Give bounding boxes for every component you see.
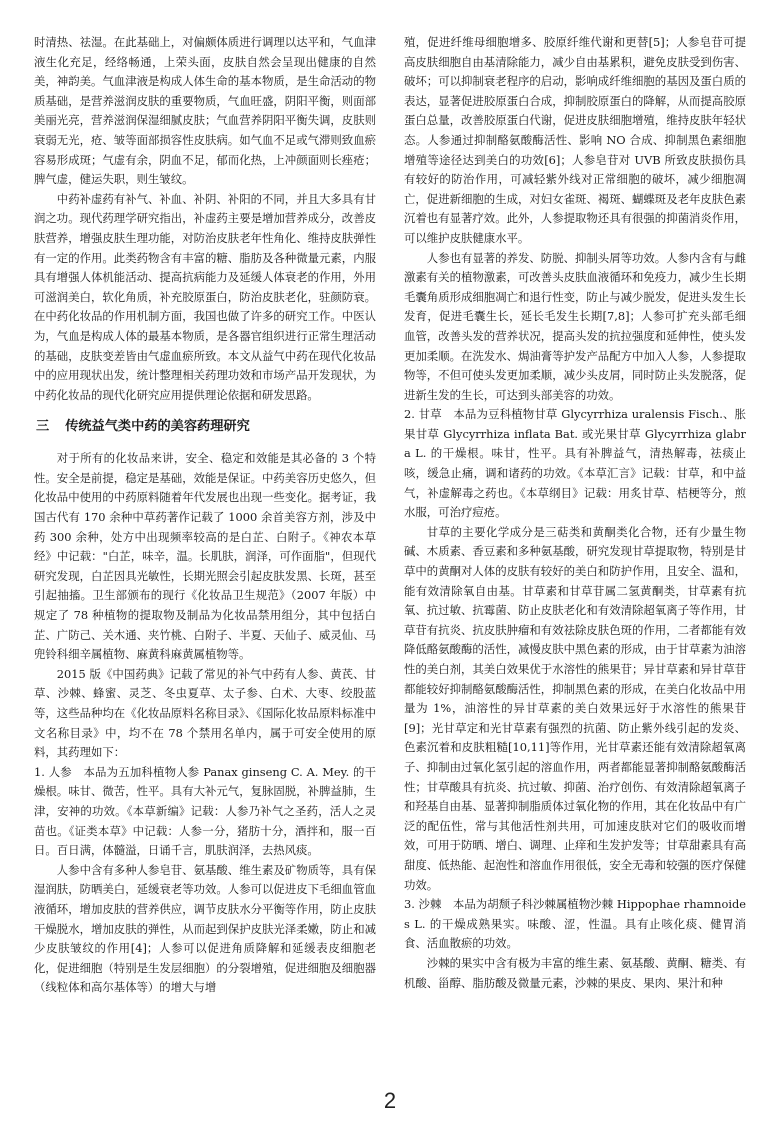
paragraph: 2. 甘草 本品为豆科植物甘草 Glycyrrhiza uralensis Fisch.、胀果甘草 Glycyrrhiza inflata Bat. 或光果甘草 Glycyrrhiza glabra L. 的干燥根。味甘，性平。具有补脾益气，清热解毒，祛痰止咳，缓急止痛，调和诸药的功效。《本草汇言》记载：甘草，和中益气，补虚解毒之药也。《本草纲目》记载：用炙甘草、桔梗等分，煎水服，可治疗痘疮。: [404, 407, 746, 520]
right-column: [404, 33, 746, 1073]
paragraph: 殖，促进纤维母细胞增多、胶原纤维代谢和更替[5]；人参皂苷可提高皮肤细胞自由基清除能力，减少自由基累积，避免皮肤受到伤害、破坏；可以抑制衰老程序的启动，影响成纤维细胞的基因及蛋白质的表达，显著促进胶原蛋白合成，抑制胶原蛋白的降解，从而提高胶原蛋白总量，改善胶原蛋白代谢，促进皮肤细胞增殖，维持皮肤年轻状态。人参通过抑制酪氨酸酶活性、影响 NO 合成、抑制黑色素细胞增殖等途径达到美白的功效[6]；人参皂苷对 UVB 所致皮肤损伤具有较好的防治作用，可减轻紫外线对正常细胞的破坏，减少细胞凋亡，促进新细胞的生成，对妇女雀斑、褐斑、蝴蝶斑及老年皮肤色素沉着也有显著疗效。此外，人参提取物还具有很强的抑菌消炎作用，可以维护皮肤健康水平。: [404, 35, 746, 245]
left-column: [34, 33, 376, 1073]
paragraph: 甘草的主要化学成分是三萜类和黄酮类化合物，还有少量生物碱、木质素、香豆素和多种氨基酸，研究发现甘草提取物，特别是甘草中的黄酮对人体的皮肤有较好的美白和防护作用，且安全、温和，能有效清除氧自由基。甘草素和甘草苷属二氢黄酮类，甘草素有抗氧、抗过敏、抗霉菌、防止皮肤老化和有效清除超氧离子等作用，甘草苷有抗炎、抗皮肤肿瘤和有效祛除皮肤色斑的作用，二者都能有效降低酪氨酸酶的活性，减慢皮肤中黑色素的形成，由于甘草素为油溶性的美白剂，其美白效果优于水溶性的熊果苷；异甘草素和异甘草苷都能较好抑制酪氨酸酶活性，抑制黑色素的形成，在美白化妆品中用量为 1%，油溶性的异甘草素的美白效果远好于水溶性的熊果苷[9]；光甘草定和光甘草素有强烈的抗菌、防止紫外线引起的发炎、色素沉着和皮肤粗糙[10,11]等作用，光甘草素还能有效清除超氧离子、抑制由过氧化氢引起的溶血作用，两者都能显著抑制酪氨酸酶活性；甘草酸具有抗炎、抗过敏、抑菌、治疗创伤、有效清除超氧离子和羟基自由基、显著抑制脂质体过氧化物的作用，其在化妆品中有广泛的配伍性，常与其他活性剂共用，可加速皮肤对它们的吸收而增效，可用于防晒、增白、调理、止痒和生发护发等；甘草甜素具有高甜度、低热能、起泡性和溶血作用很低，安全无毒和较强的医疗保健功效。: [404, 524, 746, 892]
paragraph: 人参中含有多种人参皂苷、氨基酸、维生素及矿物质等，具有保湿润肤，防晒美白，延缓衰老等功效。人参可以促进皮下毛细血管血液循环，增加皮肤的营养供应，调节皮肤水分平衡等作用，防止皮肤干燥脱水，增加皮肤的弹性，从而起到保护皮肤光泽柔嫩，防止和减少皮肤皱纹的作用[4]；人参可以促进角质降解和延缓表皮细胞老化，促进细胞（特别是生发层细胞）的分裂增殖，促进细胞及细胞器（线粒体和高尔基体等）的增大与增: [34, 862, 376, 995]
paragraph: 对于所有的化妆品来讲，安全、稳定和效能是其必备的 3 个特性。安全是前提，稳定是基础，效能是保证。中药美容历史悠久，但化妆品中使用的中药原料随着年代发展也出现一些变化。据考证，我国古代有 170 余种中草药著作记载了 1000 余首美容方剂，涉及中药 300 余种，处方中出现频率较高的是白芷、白附子。《神农本草经》中记载："白芷，味辛，温。长肌肤，润泽，可作面脂"，但现代研究发现，白芷因具光敏性，长期光照会引起皮肤发黑、长斑，甚至引起抽搐。卫生部颁布的现行《化妆品卫生规范》（2007 年版）中规定了 78 种植物的提取物及制品为化妆品禁用组分，其中包括白芷、广防己、关木通、夹竹桃、白附子、半夏、天仙子、威灵仙、马兜铃科细辛属植物、麻黄科麻黄属植物等。: [34, 451, 376, 662]
paragraph: 1. 人参 本品为五加科植物人参 Panax ginseng C. A. Mey. 的干燥根。味甘、微苦，性平。具有大补元气，复脉固脱，补脾益肺，生津，安神的功效。《本草新编》记载：人参乃补气之圣药，活人之灵苗也。《证类本草》中记载：人参一分，猪肪十分，酒拌和，服一百日。百日满，体髓溢，日诵千言，肌肤润泽，去热风痰。: [34, 764, 376, 858]
paragraph: 2015 版《中国药典》记载了常见的补气中药有人参、黄芪、甘草、沙棘、蜂蜜、灵芝、冬虫夏草、太子参、白术、大枣、绞股蓝等，这些品种均在《化妆品原料名称目录》、《国际化妆品原料标准中文名称目录》中，均不在 78 个禁用名单内，属于可安全使用的原料，其药理如下：: [34, 666, 376, 760]
paragraph: 时清热、祛湿。在此基础上，对偏颇体质进行调理以达平和，气血津液生化充足，经络畅通，上荣头面，皮肤自然会呈现出健康的自然美，神韵美。气血津液是构成人体生命的基本物质，是生命活动的物质基础，是营养滋润皮肤的重要物质，气血旺盛，阴阳平衡，则面部美丽光亮，营养滋润保湿细腻皮肤；气血营养阴阳平衡失调，皮肤则衰弱无光，疮、皱等面部损容性皮肤病。如气血不足或气滞则致血瘀容易形成斑；气虚有余，阴血不足，郁而化热，上冲颜面则长痤疮；脾气虚，健运失职，则生皱纹。: [34, 35, 376, 187]
spacer: [34, 439, 376, 449]
paragraph: 人参也有显著的养发、防脱、抑制头屑等功效。人参内含有与雌激素有关的植物激素，可改善头皮肤血液循环和免疫力，减少生长期毛囊角质形成细胞凋亡和退行性变，防止与减少脱发，促进头发生长发育，促进毛囊生长，延长毛发生长期[7,8]；人参可扩充头部毛细血管，改善头发的营养状况，提高头发的抗拉强度和延伸性，使头发更加柔顺。在洗发水、焗油膏等护发产品配方中加入人参，人参提取物等，不但可使头发更加柔顺，减少头皮屑，同时防止头发脱落，促进新生发的生长，可达到头部美容的功效。: [404, 250, 746, 402]
section-heading: [34, 415, 376, 439]
paragraph: 3. 沙棘 本品为胡颓子科沙棘属植物沙棘 Hippophae rhamnoides L. 的干燥成熟果实。味酸、涩，性温。具有止咳化痰、健胃消食、活血散瘀的功效。: [404, 897, 746, 951]
page-number: 2: [383, 1088, 397, 1113]
spacer: [34, 405, 376, 415]
paragraph: 中药补虚药有补气、补血、补阴、补阳的不同，并且大多具有甘润之功。现代药理学研究指出，补虚药主要是增加营养成分，改善皮肤营养，增强皮肤生理功能，对防治皮肤老年性角化、维持皮肤弹性有一定的作用。此类药物含有丰富的糖、脂肪及各种微量元素，内服具有增强人体机能活动、提高抗病能力及延缓人体衰老的作用，外用可滋润美白，软化角质，补充胶原蛋白，防治皮肤老化，驻颜防衰。在中药化妆品的作用机制方面，我国也做了许多的研究工作。中医认为，气血是构成人体的最基本物质，是各器官组织进行正常生理活动的基础，皮肤变差皆由气虚血瘀所致。本文从益气中药在现代化妆品中的应用现状出发，统计整理相关药理功效和市场产品开发现状，为中药化妆品的现代化研究应用提供理论依据和研发思路。: [34, 191, 376, 402]
section-number: 三: [36, 419, 50, 435]
article-page: [34, 33, 746, 1073]
paragraph: 沙棘的果实中含有极为丰富的维生素、氨基酸、黄酮、糖类、有机酸、甾醇、脂肪酸及微量元素，沙棘的果皮、果肉、果汁和种: [404, 955, 746, 990]
section-title: 传统益气类中药的美容药理研究: [65, 419, 250, 435]
